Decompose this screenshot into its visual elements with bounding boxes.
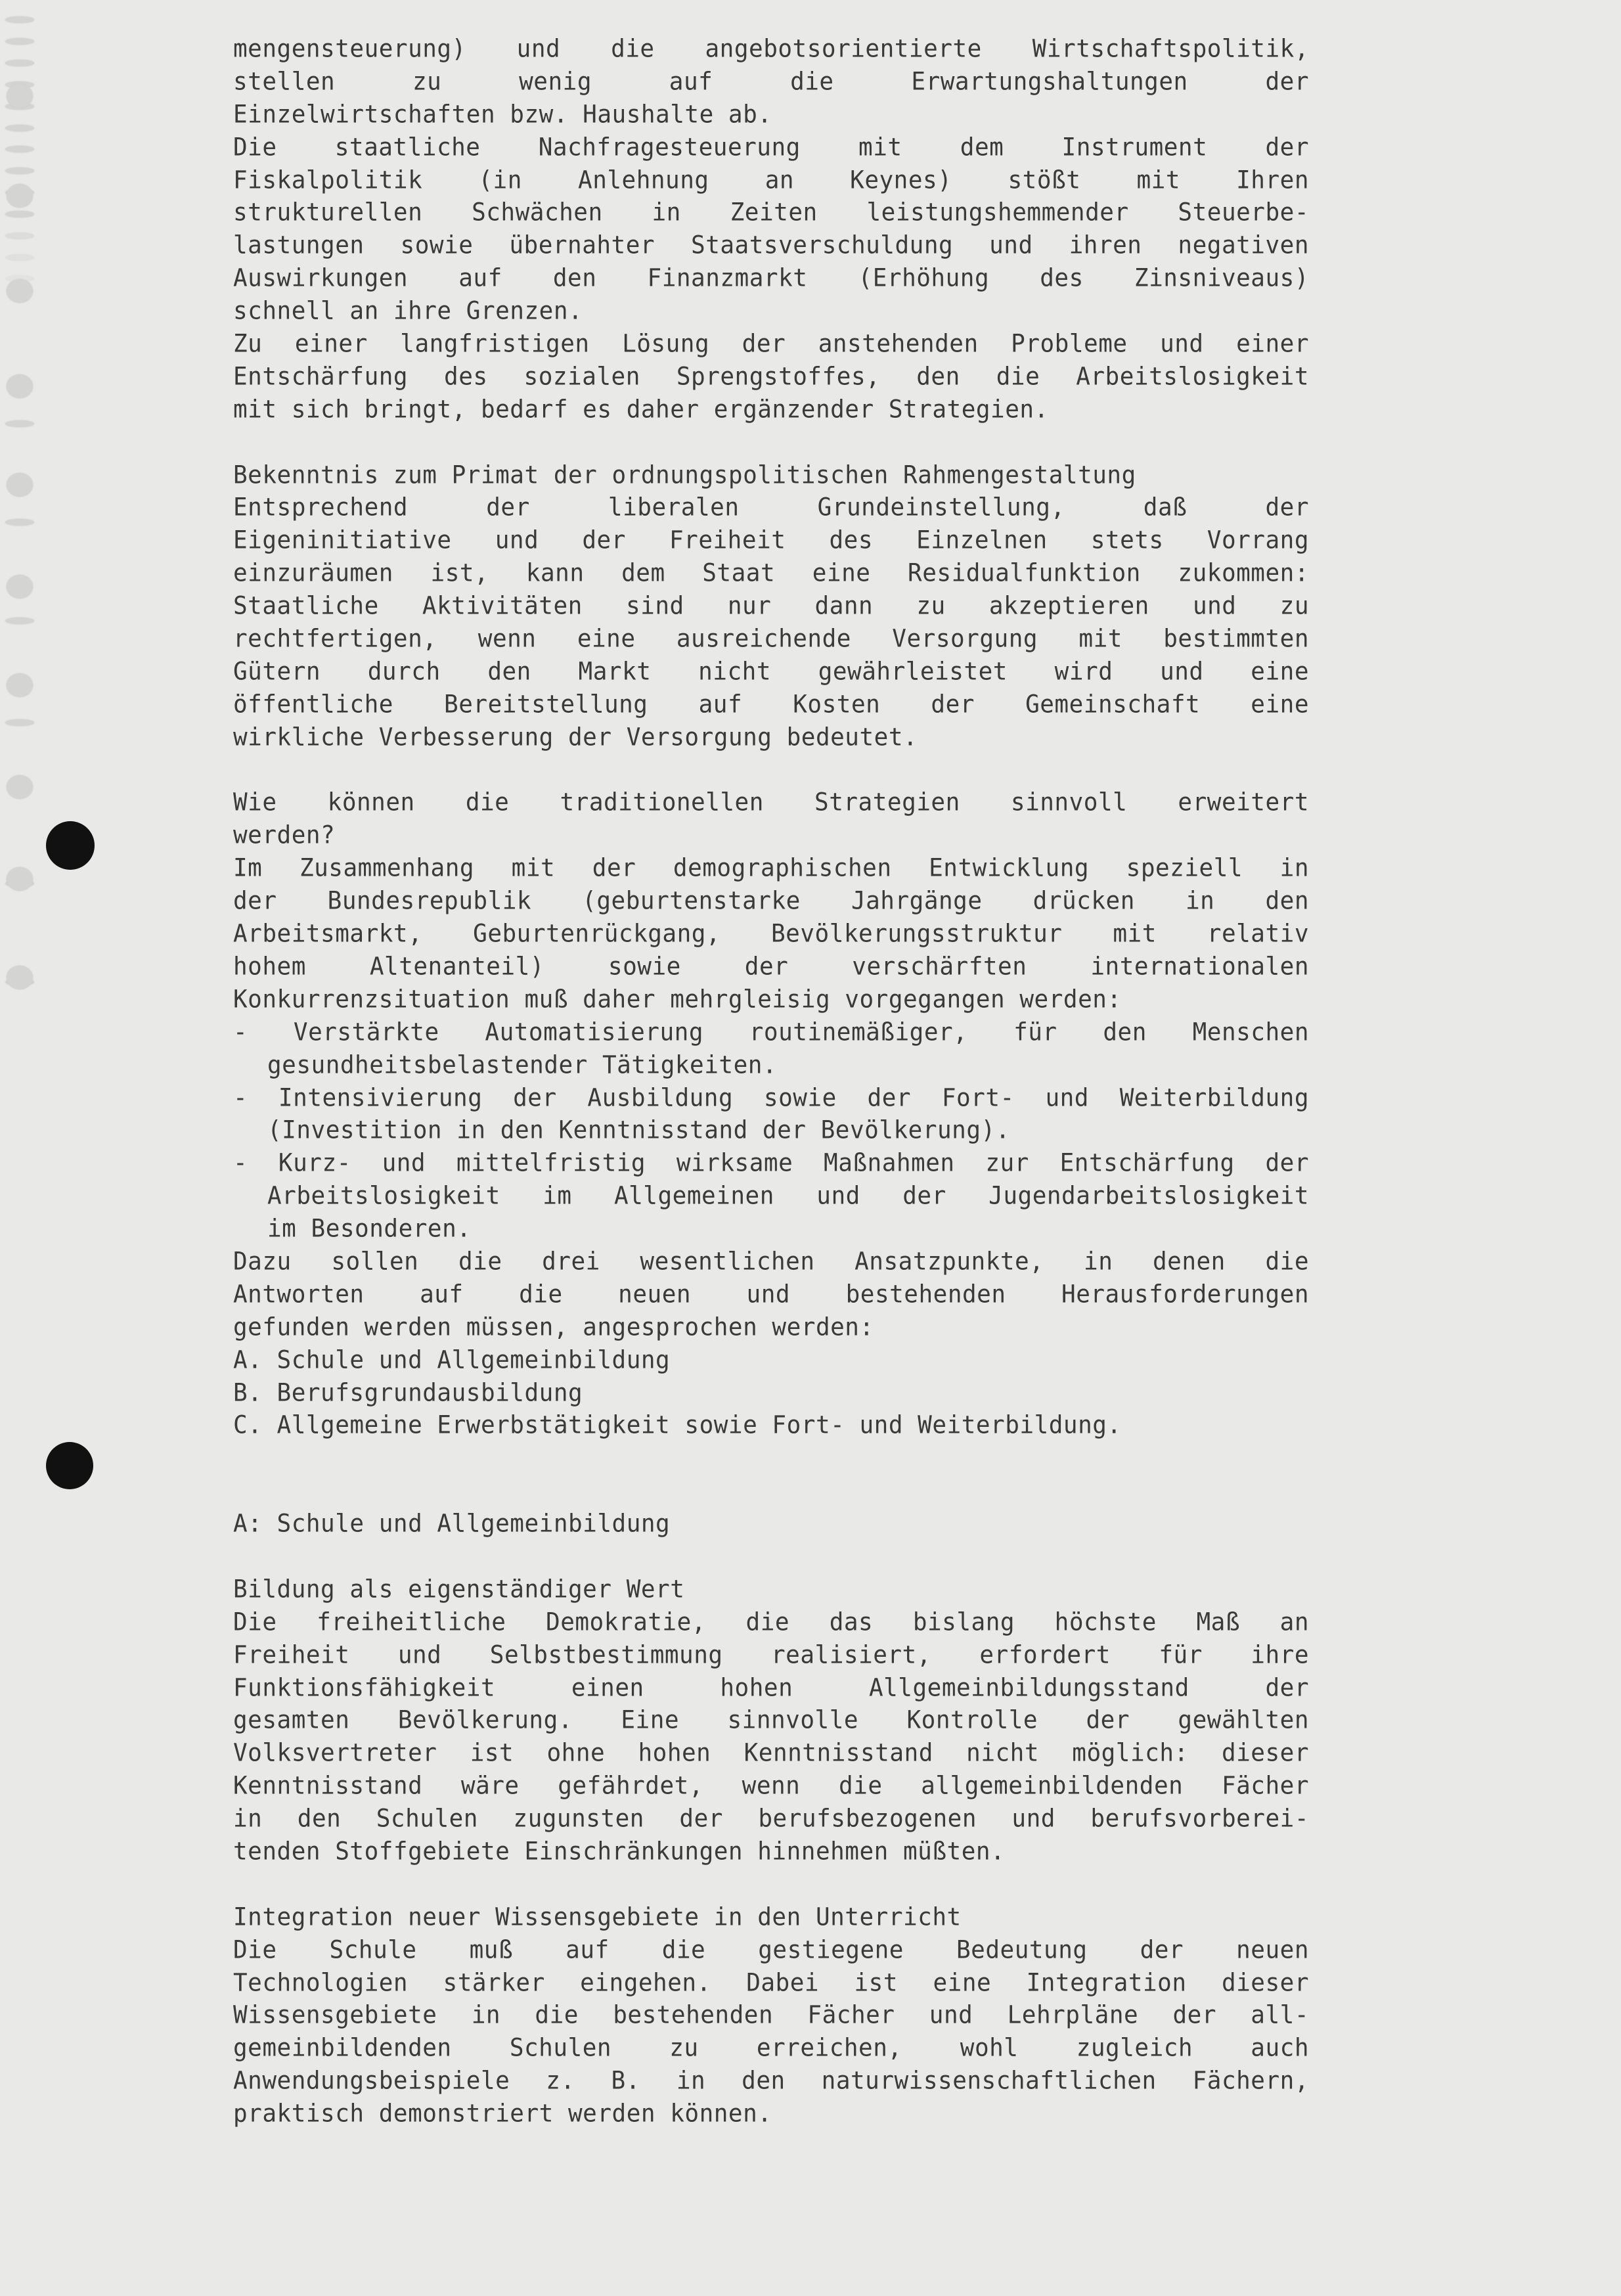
text-line: gemeinbildenden Schulen zu erreichen, wohl zugleich auch xyxy=(233,2034,1309,2063)
punch-hole-mark xyxy=(7,374,33,398)
punch-hole-mark xyxy=(5,519,34,526)
text-line: hohem Altenanteil) sowie der verschärften internationalen xyxy=(233,952,1309,981)
punch-hole-mark xyxy=(5,16,34,23)
text-line: öffentliche Bereitstellung auf Kosten der Gemeinschaft eine xyxy=(233,690,1309,719)
punch-hole-mark xyxy=(7,473,33,497)
list-item-continuation: (Investition in den Kenntnisstand der Bevölkerung). xyxy=(267,1116,1010,1145)
punch-hole-mark xyxy=(7,673,33,697)
text-line: Freiheit und Selbstbestimmung realisiert, erfordert für ihre xyxy=(233,1640,1309,1669)
list-item: - Verstärkte Automatisierung routinemäßiger, für den Menschen xyxy=(233,1018,1309,1047)
text-line: Auswirkungen auf den Finanzmarkt (Erhöhung des Zinsniveaus) xyxy=(233,264,1309,293)
text-line: Kenntnisstand wäre gefährdet, wenn die allgemeinbildenden Fächer xyxy=(233,1772,1309,1801)
text-line: lastungen sowie übernahter Staatsverschuldung und ihren negativen xyxy=(233,231,1309,260)
punch-hole-mark xyxy=(5,233,34,239)
text-line: Die freiheitliche Demokratie, die das bislang höchste Maß an xyxy=(233,1608,1309,1636)
text-line: Im Zusammenhang mit der demographischen Entwicklung speziell in xyxy=(233,854,1309,883)
section-heading: Wie können die traditionellen Strategien sinnvoll erweitert xyxy=(233,788,1309,817)
punch-hole-mark xyxy=(5,168,34,174)
punch-hole-mark xyxy=(7,279,33,303)
text-line: gesamten Bevölkerung. Eine sinnvolle Kontrolle der gewählten xyxy=(233,1706,1309,1735)
list-item: - Kurz- und mittelfristig wirksame Maßnahmen zur Entschärfung der xyxy=(233,1149,1309,1178)
text-line: gefunden werden müssen, angesprochen werden: xyxy=(233,1313,874,1341)
text-line: Staatliche Aktivitäten sind nur dann zu akzeptieren und zu xyxy=(233,592,1309,621)
list-item: C. Allgemeine Erwerbstätigkeit sowie Fort- und Weiterbildung. xyxy=(233,1411,1122,1440)
text-line: Entschärfung des sozialen Sprengstoffes, den die Arbeitslosigkeit xyxy=(233,362,1309,391)
punch-hole-mark xyxy=(5,38,34,45)
text-line: Antworten auf die neuen und bestehenden Herausforderungen xyxy=(233,1280,1309,1309)
punch-hole-mark xyxy=(5,211,34,217)
text-line: Konkurrenzsituation muß daher mehrgleisig vorgegangen werden: xyxy=(233,985,1122,1014)
text-line: wirkliche Verbesserung der Versorgung bedeutet. xyxy=(233,723,918,752)
text-line: mit sich bringt, bedarf es daher ergänzender Strategien. xyxy=(233,395,1049,424)
section-heading: Bekenntnis zum Primat der ordnungspolitischen Rahmengestaltung xyxy=(233,461,1136,489)
text-line: Fiskalpolitik (in Anlehnung an Keynes) stößt mit Ihren xyxy=(233,166,1309,194)
punch-hole-mark xyxy=(5,719,34,726)
punch-hole-mark xyxy=(7,84,33,108)
text-line: Wissensgebiete in die bestehenden Fächer und Lehrpläne der all- xyxy=(233,2001,1309,2030)
chapter-heading: A: Schule und Allgemeinbildung xyxy=(233,1510,671,1539)
text-line: praktisch demonstriert werden können. xyxy=(233,2100,772,2128)
punch-hole-mark xyxy=(5,60,34,66)
text-line: einzuräumen ist, kann dem Staat eine Residualfunktion zukommen: xyxy=(233,559,1309,588)
list-item: A. Schule und Allgemeinbildung xyxy=(233,1345,671,1374)
punch-hole xyxy=(46,821,95,870)
list-item: B. Berufsgrundausbildung xyxy=(233,1378,583,1407)
section-heading: werden? xyxy=(233,821,336,850)
text-line: der Bundesrepublik (geburtenstarke Jahrgänge drücken in den xyxy=(233,887,1309,916)
list-item-continuation: Arbeitslosigkeit im Allgemeinen und der Jugendarbeitslosigkeit xyxy=(267,1182,1309,1211)
punch-hole-mark xyxy=(5,125,34,131)
punch-hole-mark xyxy=(5,618,34,624)
text-line: Zu einer langfristigen Lösung der anstehenden Probleme und einer xyxy=(233,329,1309,359)
section-heading: Integration neuer Wissensgebiete in den Unterricht xyxy=(233,1902,962,1931)
text-line: Anwendungsbeispiele z. B. in den naturwissenschaftlichen Fächern, xyxy=(233,2067,1309,2096)
text-line: Volksvertreter ist ohne hohen Kenntnisstand nicht möglich: dieser xyxy=(233,1739,1309,1768)
text-line: Entsprechend der liberalen Grundeinstellung, daß der xyxy=(233,493,1309,522)
punch-hole-mark xyxy=(5,146,34,152)
punch-hole-mark xyxy=(7,966,33,989)
text-line: tenden Stoffgebiete Einschränkungen hinnehmen müßten. xyxy=(233,1837,1006,1866)
text-line: Funktionsfähigkeit einen hohen Allgemeinbildungsstand der xyxy=(233,1673,1309,1702)
text-line: Einzelwirtschaften bzw. Haushalte ab. xyxy=(233,100,772,129)
document-body xyxy=(233,33,1309,2130)
list-item-continuation: gesundheitsbelastender Tätigkeiten. xyxy=(267,1050,778,1079)
punch-hole-mark xyxy=(7,575,33,598)
text-line: Arbeitsmarkt, Geburtenrückgang, Bevölkerungsstruktur mit relativ xyxy=(233,919,1309,949)
punch-hole-mark xyxy=(7,775,33,799)
list-item-continuation: im Besonderen. xyxy=(267,1215,472,1244)
text-line: in den Schulen zugunsten der berufsbezogenen und berufsvorberei- xyxy=(233,1805,1309,1834)
text-line: stellen zu wenig auf die Erwartungshaltungen der xyxy=(233,67,1309,96)
section-heading: Bildung als eigenständiger Wert xyxy=(233,1575,685,1604)
text-line: Eigeninitiative und der Freiheit des Einzelnen stets Vorrang xyxy=(233,526,1309,555)
text-line: Gütern durch den Markt nicht gewährleistet wird und eine xyxy=(233,657,1309,686)
text-line: schnell an ihre Grenzen. xyxy=(233,297,583,326)
text-line: mengensteuerung) und die angebotsorientierte Wirtschaftspolitik, xyxy=(233,34,1309,64)
text-line: strukturellen Schwächen in Zeiten leistungshemmender Steuerbe- xyxy=(233,198,1309,227)
punch-hole xyxy=(46,1442,93,1489)
punch-hole-mark xyxy=(5,420,34,427)
punch-hole-mark xyxy=(7,867,33,891)
text-line: Technologien stärker eingehen. Dabei ist eine Integration dieser xyxy=(233,1968,1309,1997)
punch-hole-mark xyxy=(5,254,34,261)
list-item: - Intensivierung der Ausbildung sowie der Fort- und Weiterbildung xyxy=(233,1083,1309,1112)
punch-hole-mark xyxy=(7,184,33,208)
text-line: rechtfertigen, wenn eine ausreichende Versorgung mit bestimmten xyxy=(233,624,1309,654)
text-line: Dazu sollen die drei wesentlichen Ansatzpunkte, in denen die xyxy=(233,1247,1309,1276)
text-line: Die staatliche Nachfragesteuerung mit dem Instrument der xyxy=(233,133,1309,162)
text-line: Die Schule muß auf die gestiegene Bedeutung der neuen xyxy=(233,1935,1309,1964)
